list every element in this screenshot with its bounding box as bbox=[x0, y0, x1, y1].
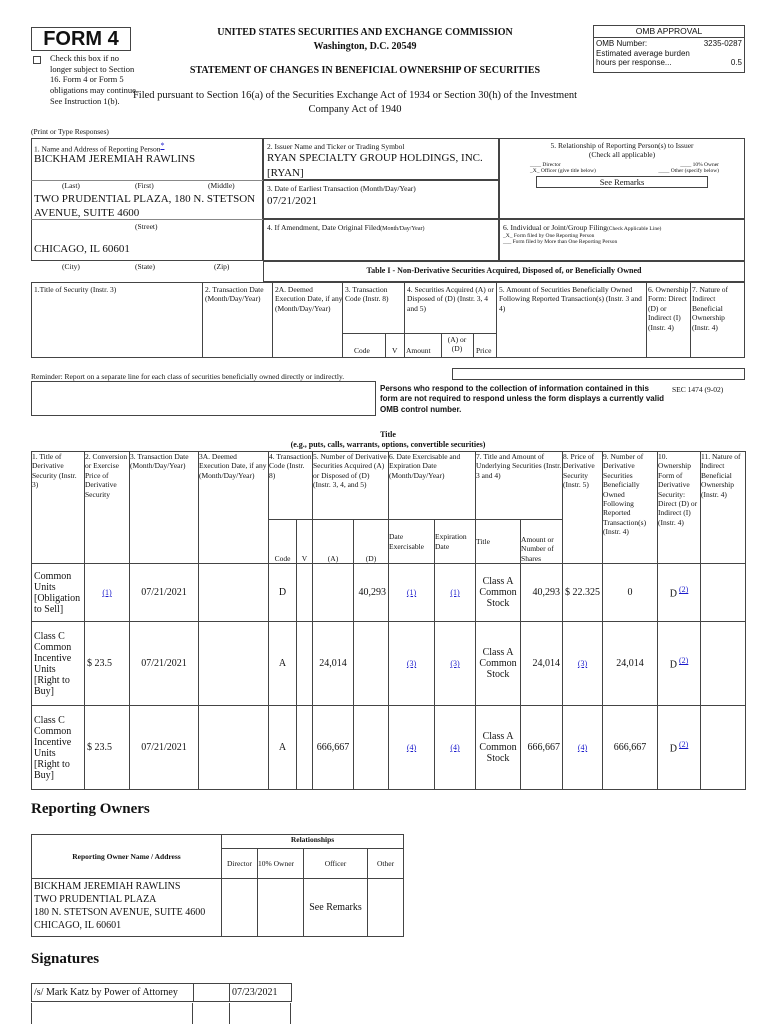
t2-exp-val bbox=[435, 706, 476, 790]
t2-ex-val-text[interactable]: (1) bbox=[406, 588, 417, 597]
label-zip: (Zip) bbox=[214, 262, 230, 271]
t2-owned-val bbox=[603, 564, 658, 622]
footnote-link[interactable]: (1) bbox=[102, 588, 112, 597]
t2-code-val bbox=[269, 706, 297, 790]
t2-form-val-text: D bbox=[669, 588, 677, 600]
agency-name: UNITED STATES SECURITIES AND EXCHANGE COMMISSION bbox=[217, 27, 513, 38]
table-row bbox=[32, 706, 746, 790]
t2-exp-val-text[interactable]: (1) bbox=[450, 588, 460, 597]
t2-conv-price bbox=[85, 706, 130, 790]
t2-date-text: 07/21/2021 bbox=[141, 742, 187, 753]
reporting-owners-table bbox=[31, 834, 404, 937]
signatures-table bbox=[31, 983, 292, 1002]
reporting-owners-heading: Reporting Owners bbox=[31, 801, 150, 817]
box5-label: 5. Relationship of Reporting Person(s) to Issuer bbox=[550, 141, 694, 150]
t2-owned-val-text: 24,014 bbox=[616, 658, 644, 669]
t2-price8-val bbox=[563, 564, 603, 622]
t1-col5: 5. Amount of Securities Beneficially Owned Following Reported Transaction(s) (Instr. 3 and 4) bbox=[499, 285, 642, 313]
owner10-option[interactable]: ____ 10% Owner bbox=[680, 161, 719, 168]
t2-a: (A) bbox=[313, 520, 354, 564]
owner-director-cell bbox=[222, 879, 258, 937]
t1-price: Price bbox=[476, 346, 492, 355]
issuer-box bbox=[263, 138, 499, 180]
t2-h1: 1. Title of Derivative Security (Instr. 3) bbox=[32, 452, 85, 564]
box6-label: 6. Individual or Joint/Group Filing(Check Applicable Line) bbox=[503, 223, 662, 232]
t2-owned-val-text: 0 bbox=[627, 587, 633, 598]
omb-number-label: OMB Number: bbox=[596, 39, 648, 48]
director-option[interactable]: ____ Director bbox=[530, 161, 561, 168]
box5-sub: (Check all applicable) bbox=[588, 150, 656, 160]
t2-h2: 2. Conversion or Exercise Price of Derivative Security bbox=[85, 452, 130, 564]
one-person-option[interactable]: _X_ Form filed by One Reporting Person bbox=[503, 232, 595, 239]
relationship-box bbox=[499, 138, 745, 219]
owner-officer-cell: See Remarks bbox=[304, 879, 368, 937]
t2-ex-val bbox=[389, 564, 435, 622]
t2-deemed bbox=[199, 622, 269, 706]
t2-security bbox=[32, 564, 85, 622]
t2-code-val-text: A bbox=[278, 658, 287, 669]
t2-title-val bbox=[476, 564, 521, 622]
t2-d: (D) bbox=[354, 520, 389, 564]
officer-header: Officer bbox=[304, 849, 368, 879]
reminder-box-right bbox=[452, 368, 745, 380]
issuer-name: RYAN SPECIALTY GROUP HOLDINGS, INC. [RYAN] bbox=[267, 152, 483, 179]
t2-conv-price-text: $ 23.5 bbox=[87, 658, 112, 669]
t2-h3a: 3A. Deemed Execution Date, if any (Month/Day/Year) bbox=[199, 452, 269, 564]
owner-other-cell bbox=[368, 879, 404, 937]
box1-label: 1. Name and Address of Reporting Person* bbox=[34, 141, 165, 154]
t2-title-val-text: Class A Common Stock bbox=[479, 731, 517, 764]
t2-security-text: Common Units [Obligation to Sell] bbox=[34, 570, 81, 615]
t1-aord: (A) or (D) bbox=[447, 335, 467, 354]
t2-date bbox=[130, 622, 199, 706]
table-row bbox=[32, 564, 746, 622]
t2-code-val-text: D bbox=[278, 587, 287, 598]
table2-title: Title bbox=[380, 430, 396, 439]
t2-exp-val bbox=[435, 564, 476, 622]
earliest-transaction-box bbox=[263, 180, 499, 219]
label-state: (State) bbox=[135, 262, 155, 271]
officer-title: See Remarks bbox=[536, 176, 708, 188]
t2-form-val-text: D bbox=[669, 659, 677, 671]
t2-exp-val-text[interactable]: (3) bbox=[450, 659, 460, 668]
box2-label: 2. Issuer Name and Ticker or Trading Symbol bbox=[267, 142, 405, 151]
t2-nature-val bbox=[701, 622, 746, 706]
t1-v: V bbox=[392, 346, 398, 355]
t2-amount-val-text: 40,293 bbox=[532, 587, 561, 598]
label-first: (First) bbox=[135, 181, 154, 190]
t2-security bbox=[32, 706, 85, 790]
officer-option[interactable]: _X_ Officer (give title below) bbox=[530, 167, 596, 174]
relationships-header: Relationships bbox=[222, 835, 404, 849]
label-last: (Last) bbox=[62, 181, 80, 190]
owner-name: BICKHAM JEREMIAH RAWLINS bbox=[34, 881, 181, 892]
box1-star-link[interactable]: * bbox=[160, 141, 165, 150]
label-street: (Street) bbox=[135, 222, 158, 231]
table1-title: Table I - Non-Derivative Securities Acquired, Disposed of, or Beneficially Owned bbox=[366, 266, 642, 275]
t2-price8-val bbox=[563, 622, 603, 706]
t2-ex-val bbox=[389, 706, 435, 790]
print-type-note: (Print or Type Responses) bbox=[31, 127, 109, 136]
t2-title: Title bbox=[476, 520, 521, 564]
agency-city: Washington, D.C. 20549 bbox=[313, 41, 417, 52]
t1-col2a: 2A. Deemed Execution Date, if any (Month/Day/Year) bbox=[275, 285, 343, 313]
filing-type-box bbox=[499, 219, 745, 261]
t2-amount-val-text: 666,667 bbox=[527, 742, 561, 753]
owner-addr3: CHICAGO, IL 60601 bbox=[34, 920, 122, 931]
t2-price8-val bbox=[563, 706, 603, 790]
t2-ex-val-text[interactable]: (4) bbox=[406, 743, 417, 752]
t2-h9: 9. Number of Derivative Securities Beneficially Owned Following Reported Transaction(s) (Instr. 4) bbox=[603, 452, 658, 564]
table-row bbox=[32, 622, 746, 706]
footnote-link[interactable]: (2) bbox=[678, 656, 689, 666]
signature-spacer bbox=[194, 984, 230, 1002]
t2-date-ex: Date Exercisable bbox=[389, 520, 435, 564]
reporting-person-name: BICKHAM JEREMIAH RAWLINS bbox=[34, 153, 196, 165]
t2-ex-val bbox=[389, 622, 435, 706]
t2-v: V bbox=[297, 520, 313, 564]
t2-form-val bbox=[658, 622, 701, 706]
omb-title: OMB APPROVAL bbox=[594, 26, 744, 38]
t2-h10: 10. Ownership Form of Derivative Security: Direct (D) or Indirect (I) (Instr. 4) bbox=[658, 452, 701, 564]
filed-pursuant: Filed pursuant to Section 16(a) of the Securities Exchange Act of 1934 or Section 30(h) of the Investment Company Act of 1940 bbox=[132, 90, 578, 115]
t2-code-val-text: A bbox=[278, 742, 287, 753]
statement-title: STATEMENT OF CHANGES IN BENEFICIAL OWNERSHIP OF SECURITIES bbox=[189, 65, 541, 76]
other-header: Other bbox=[368, 849, 404, 879]
t1-col7: 7. Nature of Indirect Beneficial Ownership (Instr. 4) bbox=[692, 285, 729, 332]
t2-title-val-text: Class A Common Stock bbox=[479, 576, 517, 609]
label-city: (City) bbox=[62, 262, 80, 271]
t2-code-val bbox=[269, 564, 297, 622]
t1-col6: 6. Ownership Form: Direct (D) or Indirect (I) (Instr. 4) bbox=[648, 285, 689, 332]
amendment-box bbox=[263, 219, 499, 261]
street-address: TWO PRUDENTIAL PLAZA, 180 N. STETSON AVENUE, SUITE 4600 bbox=[34, 193, 256, 220]
more-persons-option[interactable]: ___ Form filed by More than One Reporting Person bbox=[503, 238, 618, 245]
t1-col1: 1.Title of Security (Instr. 3) bbox=[34, 285, 117, 294]
t2-amount-val bbox=[521, 622, 563, 706]
t2-v-val bbox=[297, 706, 313, 790]
reminder: Reminder: Report on a separate line for each class of securities beneficially owned directly or indirectly. bbox=[31, 372, 345, 381]
signer-name: /s/ Mark Katz by Power of Attorney bbox=[32, 984, 194, 1002]
t2-exp-val bbox=[435, 622, 476, 706]
t2-ex-val-text[interactable]: (3) bbox=[406, 659, 417, 668]
footnote-link[interactable]: (3) bbox=[577, 659, 588, 668]
t1-code: Code bbox=[354, 346, 370, 355]
t2-code-val bbox=[269, 622, 297, 706]
t2-form-val bbox=[658, 706, 701, 790]
t2-form-val-text: D bbox=[669, 743, 677, 755]
t2-exp-val-text[interactable]: (4) bbox=[450, 743, 460, 752]
sec-number: SEC 1474 (9-02) bbox=[672, 385, 724, 394]
persons-note: Persons who respond to the collection of information contained in this form are not required to respond unless the form displays a currently valid OMB control number. bbox=[380, 384, 665, 414]
omb-number: 3235-0287 bbox=[703, 39, 742, 48]
footnote-link[interactable]: (4) bbox=[577, 743, 588, 752]
t2-h3: 3. Transaction Date (Month/Day/Year) bbox=[130, 452, 199, 564]
t2-h11: 11. Nature of Indirect Beneficial Ownership (Instr. 4) bbox=[701, 452, 746, 564]
table2-subtitle: (e.g., puts, calls, warrants, options, convertible securities) bbox=[290, 440, 486, 449]
director-header: Director bbox=[222, 849, 258, 879]
t2-title-val bbox=[476, 706, 521, 790]
t2-amount-val-text: 24,014 bbox=[532, 658, 561, 669]
t2-security bbox=[32, 622, 85, 706]
form-label: FORM 4 bbox=[31, 27, 131, 51]
t2-a-val bbox=[313, 564, 354, 622]
t1-col4: 4. Securities Acquired (A) or Disposed of (D) (Instr. 3, 4 and 5) bbox=[407, 285, 494, 313]
t2-v-val bbox=[297, 622, 313, 706]
owner-10pct-cell bbox=[258, 879, 304, 937]
t1-amount: Amount bbox=[406, 346, 431, 355]
t2-owned-val bbox=[603, 706, 658, 790]
t2-title-val-text: Class A Common Stock bbox=[479, 647, 517, 680]
t2-date bbox=[130, 564, 199, 622]
t2-amount-val bbox=[521, 706, 563, 790]
t2-amount-val bbox=[521, 564, 563, 622]
t2-v-val bbox=[297, 564, 313, 622]
city-state-zip: CHICAGO, IL 60601 bbox=[34, 243, 130, 255]
t2-date bbox=[130, 706, 199, 790]
t2-nature-val bbox=[701, 564, 746, 622]
t2-h8: 8. Price of Derivative Security (Instr. 5) bbox=[563, 452, 603, 564]
footnote-link[interactable]: (2) bbox=[678, 585, 689, 595]
earliest-transaction-date: 07/21/2021 bbox=[267, 195, 318, 208]
owner-addr2: 180 N. STETSON AVENUE, SUITE 4600 bbox=[34, 907, 206, 918]
other-option[interactable]: ____ Other (specify below) bbox=[658, 167, 719, 174]
check-box-text: Check this box if no longer subject to Section 16. Form 4 or Form 5 obligations may continue. See Instruction 1(b). bbox=[50, 53, 139, 106]
omb-burden: Estimated average burden hours per response... bbox=[596, 49, 690, 67]
t2-exp: Expiration Date bbox=[435, 520, 476, 564]
t2-deemed bbox=[199, 564, 269, 622]
t2-date-text: 07/21/2021 bbox=[141, 587, 187, 598]
t2-h5: 5. Number of Derivative Securities Acquired (A) or Disposed of (D) (Instr. 3, 4, and 5) bbox=[313, 452, 389, 520]
owner-name-header: Reporting Owner Name / Address bbox=[32, 835, 222, 879]
t2-deemed bbox=[199, 706, 269, 790]
t2-security-text: Class C Common Incentive Units [Right to Buy] bbox=[34, 630, 72, 697]
t2-security-text: Class C Common Incentive Units [Right to Buy] bbox=[34, 714, 72, 781]
t2-a-val bbox=[313, 706, 354, 790]
owner10-header: 10% Owner bbox=[258, 849, 304, 879]
no-longer-subject-checkbox[interactable] bbox=[33, 56, 41, 64]
t2-h4: 4. Transaction Code (Instr. 8) bbox=[269, 452, 313, 520]
t2-owned-val-text: 666,667 bbox=[613, 742, 647, 753]
box4-label: 4. If Amendment, Date Original Filed(Month/Day/Year) bbox=[267, 223, 425, 232]
owner-name-address bbox=[32, 879, 222, 937]
t2-conv-price bbox=[85, 622, 130, 706]
t1-col3: 3. Transaction Code (Instr. 8) bbox=[345, 285, 389, 304]
label-middle: (Middle) bbox=[208, 181, 235, 190]
t2-code: Code bbox=[269, 520, 297, 564]
t2-d-val-text: 40,293 bbox=[358, 587, 387, 598]
t2-title-val bbox=[476, 622, 521, 706]
t1-col2: 2. Transaction Date (Month/Day/Year) bbox=[205, 285, 264, 304]
signatures-heading: Signatures bbox=[31, 951, 100, 967]
t2-amount: Amount or Number of Shares bbox=[521, 520, 563, 564]
t2-conv-price bbox=[85, 564, 130, 622]
t2-owned-val bbox=[603, 622, 658, 706]
omb-hours: 0.5 bbox=[730, 58, 742, 67]
t2-d-val bbox=[354, 622, 389, 706]
t2-date-text: 07/21/2021 bbox=[141, 658, 187, 669]
t2-d-val bbox=[354, 564, 389, 622]
t2-nature-val bbox=[701, 706, 746, 790]
t2-d-val bbox=[354, 706, 389, 790]
t2-conv-price-text: $ 23.5 bbox=[87, 742, 112, 753]
t2-form-val bbox=[658, 564, 701, 622]
t2-a-val bbox=[313, 622, 354, 706]
t2-a-val-text: 24,014 bbox=[319, 658, 347, 669]
box3-label: 3. Date of Earliest Transaction (Month/Day/Year) bbox=[267, 184, 416, 193]
derivative-table bbox=[31, 451, 746, 790]
signature-date: 07/23/2021 bbox=[230, 984, 292, 1002]
t2-price8-val-text: $ 22.325 bbox=[565, 587, 601, 598]
reminder-box-left bbox=[31, 381, 376, 416]
t2-h7: 7. Title and Amount of Underlying Securities (Instr. 3 and 4) bbox=[476, 452, 563, 520]
owner-addr1: TWO PRUDENTIAL PLAZA bbox=[34, 894, 157, 905]
t2-a-val-text: 666,667 bbox=[316, 742, 350, 753]
footnote-link[interactable]: (2) bbox=[678, 740, 689, 750]
t2-h6: 6. Date Exercisable and Expiration Date (Month/Day/Year) bbox=[389, 452, 476, 520]
omb-approval-box bbox=[593, 25, 745, 73]
